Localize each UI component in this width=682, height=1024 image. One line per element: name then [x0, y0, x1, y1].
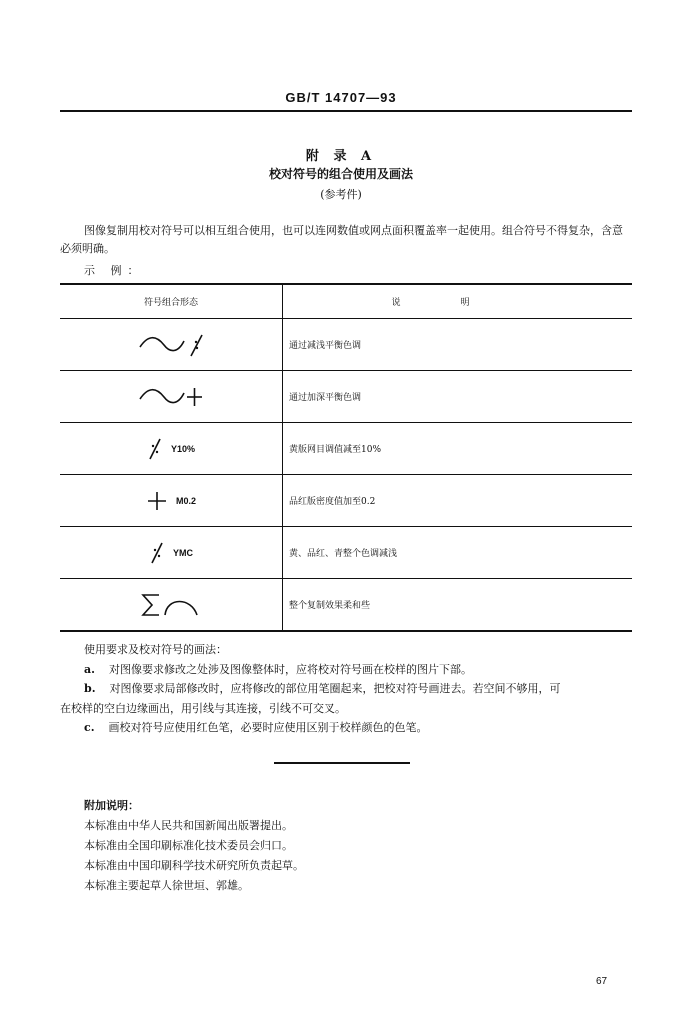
additional-note-line: 本标准由中国印刷科学技术研究所负责起草。 — [84, 859, 304, 872]
description-cell: 通过减浅平衡色调 — [283, 319, 633, 371]
usage-item-text: 在校样的空白边缘画出，用引线与其连接，引线不可交叉。 — [60, 701, 346, 715]
usage-item-continuation — [60, 699, 632, 719]
table-row — [60, 423, 632, 475]
standard-code-header: GB/T 14707—93 — [285, 90, 397, 105]
usage-item-text: 对图像要求局部修改时，应将修改的部位用笔圈起来，把校对符号画进去。若空间不够用，可 — [109, 682, 561, 695]
additional-notes-title: 附加说明： — [84, 799, 139, 812]
header-rule — [60, 110, 632, 112]
usage-item — [60, 718, 632, 738]
description-cell: 黄版网目调值减至10% — [283, 423, 633, 475]
usage-item — [60, 660, 632, 680]
usage-section — [60, 640, 632, 738]
header-description: 说明 — [283, 284, 633, 319]
appendix-note: (参考件) — [320, 188, 362, 201]
symbol-text: YMC — [173, 547, 193, 558]
description-cell: 品红版密度值加至0.2 — [283, 475, 633, 527]
intro-paragraph: 图像复制用校对符号可以相互组合使用，也可以连网数值或网点面积覆盖率一起使用。组合符号不得复杂，含意必须明确。 — [60, 224, 623, 255]
wave-slash-symbol-icon — [136, 332, 206, 358]
example-label: 示 例： — [84, 264, 145, 277]
table-row — [60, 475, 632, 527]
additional-note-line: 本标准由全国印刷标准化技术委员会归口。 — [84, 839, 293, 852]
usage-item-text: 对图像要求修改之处涉及图像整体时，应将校对符号画在校样的图片下部。 — [108, 662, 472, 676]
additional-note-line: 本标准由中华人民共和国新闻出版署提出。 — [84, 819, 293, 832]
appendix-subtitle: 校对符号的组合使用及画法 — [268, 167, 413, 181]
table-row — [60, 319, 632, 371]
wave-plus-symbol-icon — [136, 384, 206, 410]
plus-symbol-icon — [146, 490, 168, 512]
symbol-text: M0.2 — [175, 495, 196, 506]
table-row — [60, 579, 632, 632]
additional-notes — [84, 796, 604, 896]
symbol-text: Y10% — [170, 443, 196, 454]
description-cell: 整个复制效果柔和些 — [283, 579, 633, 632]
sigma-arc-symbol-icon — [139, 591, 203, 619]
end-of-text-rule — [274, 762, 410, 764]
page-number: 67 — [596, 976, 608, 987]
table-row — [60, 527, 632, 579]
table-row — [60, 371, 632, 423]
description-cell: 通过加深平衡色调 — [283, 371, 633, 423]
additional-note-line: 本标准主要起草人徐世垣、郭雄。 — [84, 879, 249, 892]
usage-item — [60, 679, 632, 699]
usage-item-label: b. — [84, 682, 96, 695]
description-cell: 黄、品红、青整个色调减浅 — [283, 527, 633, 579]
slash-symbol-icon — [147, 437, 163, 461]
usage-item-label: a. — [84, 662, 95, 676]
usage-item-label: c. — [84, 721, 95, 734]
usage-item-text: 画校对符号应使用红色笔，必要时应使用区别于校样颜色的色笔。 — [108, 721, 428, 734]
slash-symbol-icon — [149, 541, 165, 565]
appendix-title: 附 录 A — [305, 149, 377, 164]
symbol-combination-table — [60, 283, 632, 632]
header-symbol: 符号组合形态 — [60, 284, 283, 319]
usage-title: 使用要求及校对符号的画法： — [84, 643, 227, 656]
table-header-row — [60, 284, 632, 319]
